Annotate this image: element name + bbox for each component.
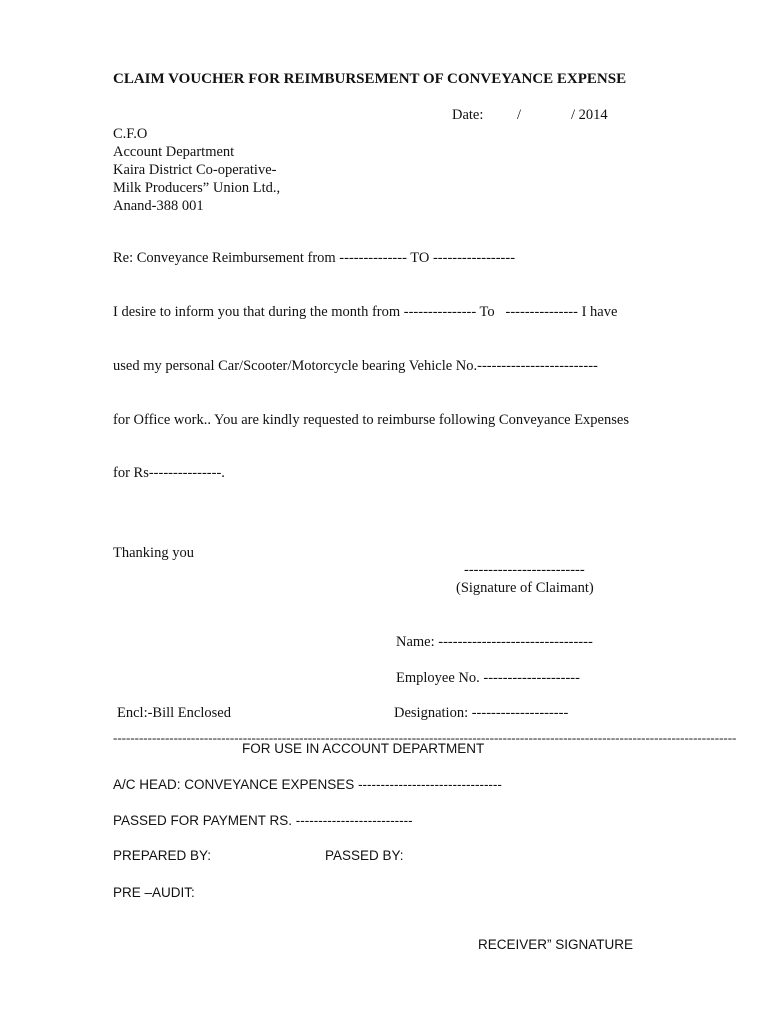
enclosure-note: Encl:-Bill Enclosed (117, 705, 231, 721)
name-field: Name: -------------------------------- (396, 634, 593, 650)
section-separator: ------------------------------------------------------------------------------------------------------------------------------------------------ (113, 730, 737, 745)
designation-field: Designation: -------------------- (394, 705, 569, 721)
subject-line: Re: Conveyance Reimbursement from -------------- TO ----------------- (113, 250, 516, 266)
employee-no-field: Employee No. -------------------- (396, 670, 580, 686)
body-line-2: used my personal Car/Scooter/Motorcycle bearing Vehicle No.------------------------- (113, 358, 598, 374)
date-separator-year: / 2014 (571, 107, 608, 123)
thanking-text: Thanking you (113, 545, 194, 561)
prepared-by-label: PREPARED BY: (113, 848, 212, 863)
passed-for-payment-line: PASSED FOR PAYMENT RS. -------------------------- (113, 813, 413, 828)
body-line-4: for Rs---------------. (113, 465, 225, 481)
address-line-1: C.F.O (113, 126, 148, 142)
pre-audit-label: PRE –AUDIT: (113, 885, 195, 900)
document-title: CLAIM VOUCHER FOR REIMBURSEMENT OF CONVEYANCE EXPENSE (113, 71, 627, 87)
passed-by-label: PASSED BY: (325, 848, 404, 863)
address-line-3: Kaira District Co-operative- (113, 162, 277, 178)
signature-label: (Signature of Claimant) (456, 580, 594, 596)
address-line-2: Account Department (113, 144, 235, 160)
body-line-3: for Office work.. You are kindly requested to reimburse following Conveyance Expenses (113, 412, 629, 428)
account-section-heading: FOR USE IN ACCOUNT DEPARTMENT (242, 741, 485, 756)
receiver-signature-label: RECEIVER” SIGNATURE (478, 937, 634, 952)
date-label: Date: (452, 107, 484, 123)
date-separator-1: / (517, 107, 522, 123)
body-line-1: I desire to inform you that during the month from --------------- To --------------- I have (113, 304, 618, 320)
ac-head-line: A/C HEAD: CONVEYANCE EXPENSES -------------------------------- (113, 777, 502, 792)
address-line-5: Anand-388 001 (113, 198, 204, 214)
signature-line: ------------------------- (464, 562, 585, 578)
address-line-4: Milk Producers” Union Ltd., (113, 180, 281, 196)
